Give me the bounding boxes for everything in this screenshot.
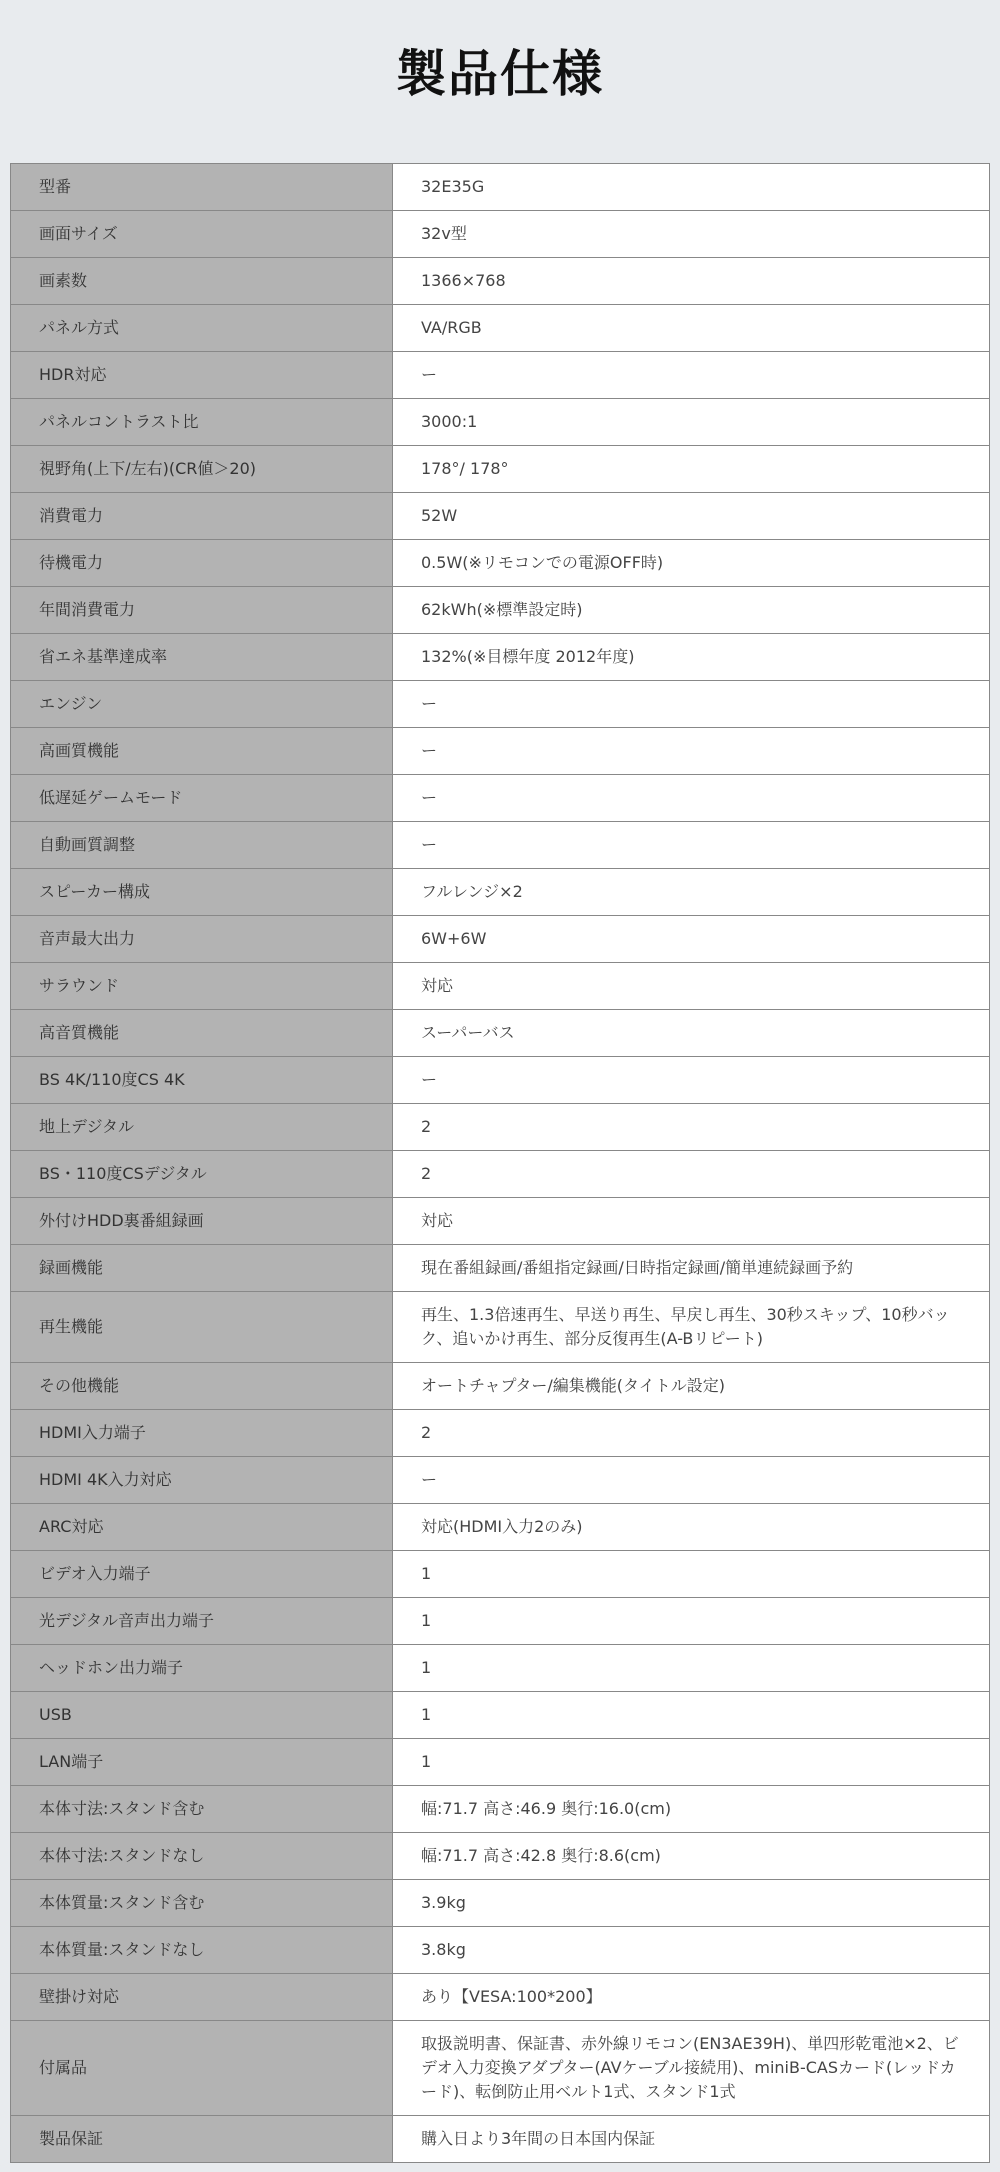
spec-label: 音声最大出力 <box>11 916 393 963</box>
spec-value: あり【VESA:100*200】 <box>393 1974 990 2021</box>
spec-row <box>11 1833 990 1880</box>
spec-value: ー <box>393 1057 990 1104</box>
spec-row <box>11 1151 990 1198</box>
spec-label: 録画機能 <box>11 1245 393 1292</box>
spec-row <box>11 869 990 916</box>
spec-row <box>11 493 990 540</box>
spec-row <box>11 1457 990 1504</box>
spec-row <box>11 963 990 1010</box>
spec-label: 本体質量:スタンドなし <box>11 1927 393 1974</box>
spec-row <box>11 587 990 634</box>
spec-label: 自動画質調整 <box>11 822 393 869</box>
spec-value: 32E35G <box>393 164 990 211</box>
spec-label: 本体寸法:スタンド含む <box>11 1786 393 1833</box>
spec-label: 外付けHDD裏番組録画 <box>11 1198 393 1245</box>
spec-value: VA/RGB <box>393 305 990 352</box>
spec-value: 62kWh(※標準設定時) <box>393 587 990 634</box>
spec-label: 高画質機能 <box>11 728 393 775</box>
spec-label: 視野角(上下/左右)(CR値＞20) <box>11 446 393 493</box>
spec-row <box>11 305 990 352</box>
spec-row <box>11 2116 990 2163</box>
spec-label: 画面サイズ <box>11 211 393 258</box>
spec-row <box>11 1292 990 1363</box>
spec-value: 再生、1.3倍速再生、早送り再生、早戻し再生、30秒スキップ、10秒バック、追いかけ再生、部分反復再生(A-Bリピート) <box>393 1292 990 1363</box>
spec-label: HDMI入力端子 <box>11 1410 393 1457</box>
spec-value: ー <box>393 1457 990 1504</box>
spec-label: 型番 <box>11 164 393 211</box>
spec-row <box>11 1692 990 1739</box>
spec-label: 画素数 <box>11 258 393 305</box>
spec-label: 地上デジタル <box>11 1104 393 1151</box>
spec-label: 待機電力 <box>11 540 393 587</box>
spec-value: 3.8kg <box>393 1927 990 1974</box>
spec-value: ー <box>393 822 990 869</box>
spec-row <box>11 1598 990 1645</box>
spec-table <box>10 163 990 2163</box>
spec-row <box>11 446 990 493</box>
spec-row <box>11 352 990 399</box>
spec-row <box>11 1880 990 1927</box>
spec-value: 現在番組録画/番組指定録画/日時指定録画/簡単連続録画予約 <box>393 1245 990 1292</box>
spec-value: 購入日より3年間の日本国内保証 <box>393 2116 990 2163</box>
spec-row <box>11 1927 990 1974</box>
spec-label: 付属品 <box>11 2021 393 2116</box>
spec-label: HDMI 4K入力対応 <box>11 1457 393 1504</box>
spec-value: 178°/ 178° <box>393 446 990 493</box>
spec-row <box>11 1504 990 1551</box>
spec-value: 2 <box>393 1410 990 1457</box>
spec-label: 高音質機能 <box>11 1010 393 1057</box>
spec-row <box>11 1245 990 1292</box>
spec-row <box>11 1057 990 1104</box>
spec-label: HDR対応 <box>11 352 393 399</box>
spec-value: ー <box>393 681 990 728</box>
spec-row <box>11 775 990 822</box>
spec-row <box>11 1198 990 1245</box>
spec-label: BS・110度CSデジタル <box>11 1151 393 1198</box>
spec-label: エンジン <box>11 681 393 728</box>
spec-label: スピーカー構成 <box>11 869 393 916</box>
spec-value: 取扱説明書、保証書、赤外線リモコン(EN3AE39H)、単四形乾電池×2、ビデオ入力変換アダプター(AVケーブル接続用)、miniB-CASカード(レッドカード)、転倒防止用ベルト1式、スタンド1式 <box>393 2021 990 2116</box>
spec-value: 1 <box>393 1598 990 1645</box>
spec-value: フルレンジ×2 <box>393 869 990 916</box>
spec-value: 3000:1 <box>393 399 990 446</box>
spec-value: 1 <box>393 1692 990 1739</box>
spec-label: その他機能 <box>11 1363 393 1410</box>
spec-value: 32v型 <box>393 211 990 258</box>
spec-value: 幅:71.7 高さ:46.9 奥行:16.0(cm) <box>393 1786 990 1833</box>
spec-value: 6W+6W <box>393 916 990 963</box>
spec-row <box>11 1104 990 1151</box>
spec-row <box>11 1645 990 1692</box>
spec-row <box>11 634 990 681</box>
spec-value: 1 <box>393 1551 990 1598</box>
spec-label: USB <box>11 1692 393 1739</box>
spec-label: ビデオ入力端子 <box>11 1551 393 1598</box>
spec-row <box>11 2021 990 2116</box>
spec-label: 省エネ基準達成率 <box>11 634 393 681</box>
spec-value: 1366×768 <box>393 258 990 305</box>
spec-label: 再生機能 <box>11 1292 393 1363</box>
spec-value: ー <box>393 728 990 775</box>
spec-value: ー <box>393 352 990 399</box>
spec-label: 製品保証 <box>11 2116 393 2163</box>
spec-label: 光デジタル音声出力端子 <box>11 1598 393 1645</box>
spec-row <box>11 211 990 258</box>
spec-row <box>11 1739 990 1786</box>
spec-row <box>11 916 990 963</box>
spec-label: パネルコントラスト比 <box>11 399 393 446</box>
spec-label: 低遅延ゲームモード <box>11 775 393 822</box>
spec-label: パネル方式 <box>11 305 393 352</box>
spec-row <box>11 540 990 587</box>
spec-value: 2 <box>393 1151 990 1198</box>
spec-value: 2 <box>393 1104 990 1151</box>
spec-label: 年間消費電力 <box>11 587 393 634</box>
spec-row <box>11 1551 990 1598</box>
spec-row <box>11 399 990 446</box>
spec-value: 対応 <box>393 1198 990 1245</box>
spec-label: LAN端子 <box>11 1739 393 1786</box>
spec-value: 0.5W(※リモコンでの電源OFF時) <box>393 540 990 587</box>
spec-row <box>11 164 990 211</box>
spec-value: 対応 <box>393 963 990 1010</box>
spec-label: 本体寸法:スタンドなし <box>11 1833 393 1880</box>
spec-label: ARC対応 <box>11 1504 393 1551</box>
spec-value: 幅:71.7 高さ:42.8 奥行:8.6(cm) <box>393 1833 990 1880</box>
spec-label: BS 4K/110度CS 4K <box>11 1057 393 1104</box>
spec-label: ヘッドホン出力端子 <box>11 1645 393 1692</box>
spec-value: スーパーバス <box>393 1010 990 1057</box>
spec-row <box>11 728 990 775</box>
spec-row <box>11 822 990 869</box>
spec-value: 52W <box>393 493 990 540</box>
spec-label: 壁掛け対応 <box>11 1974 393 2021</box>
spec-label: 本体質量:スタンド含む <box>11 1880 393 1927</box>
spec-label: サラウンド <box>11 963 393 1010</box>
spec-value: ー <box>393 775 990 822</box>
spec-label: 消費電力 <box>11 493 393 540</box>
spec-table-body <box>11 164 990 2163</box>
spec-value: 対応(HDMI入力2のみ) <box>393 1504 990 1551</box>
spec-value: 1 <box>393 1645 990 1692</box>
page-title: 製品仕様 <box>396 44 604 103</box>
spec-row <box>11 1363 990 1410</box>
spec-row <box>11 1786 990 1833</box>
spec-row <box>11 1010 990 1057</box>
spec-row <box>11 1974 990 2021</box>
spec-value: オートチャプター/編集機能(タイトル設定) <box>393 1363 990 1410</box>
spec-row <box>11 1410 990 1457</box>
spec-row <box>11 681 990 728</box>
spec-value: 132%(※目標年度 2012年度) <box>393 634 990 681</box>
spec-value: 3.9kg <box>393 1880 990 1927</box>
spec-row <box>11 258 990 305</box>
spec-value: 1 <box>393 1739 990 1786</box>
